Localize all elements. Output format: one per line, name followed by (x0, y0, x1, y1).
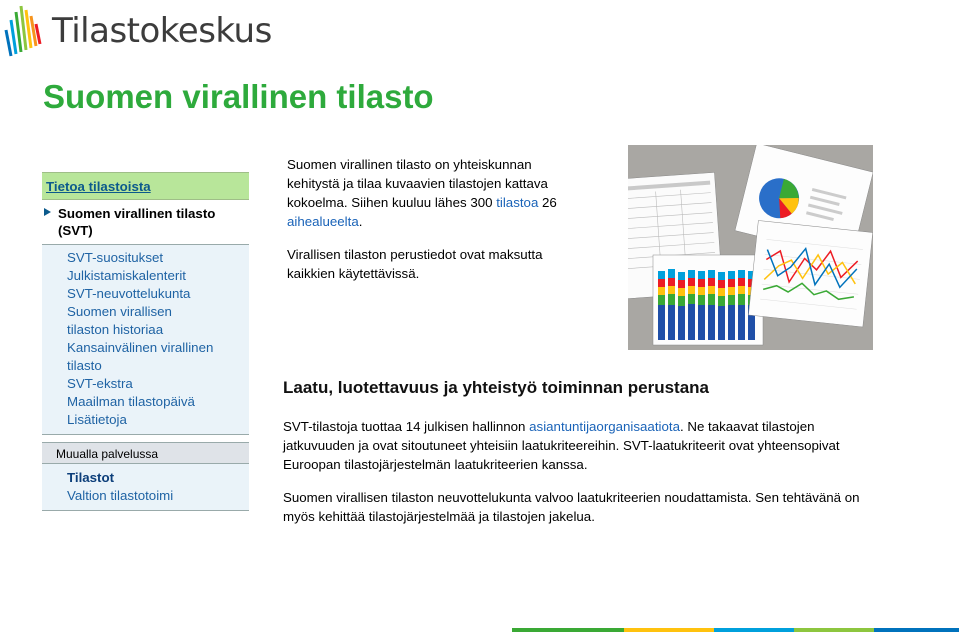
sidebar-item-historia-line2[interactable]: tilaston historiaa (67, 322, 164, 337)
quality-paragraph-1 (283, 417, 883, 474)
stripe-segment (714, 628, 794, 632)
sidebar-item-svt-ekstra[interactable]: SVT-ekstra (67, 376, 133, 391)
sidebar-item-svt-suositukset[interactable]: SVT-suositukset (67, 250, 164, 265)
sidebar-header (42, 172, 249, 200)
stripe-segment (794, 628, 874, 632)
sidebar-item-current[interactable] (42, 200, 249, 245)
brand-name: Tilastokeskus (52, 11, 272, 51)
sidebar-item-current-label: Suomen virallinen tilasto (SVT) (58, 206, 216, 238)
intro-paragraph-1 (287, 155, 567, 231)
sidebar-section2-list (42, 464, 249, 511)
sidebar-item-lisatietoja[interactable]: Lisätietoja (67, 412, 127, 427)
logo-mark-icon (2, 2, 48, 58)
tilastoa-link[interactable]: tilastoa (496, 195, 539, 210)
section-title: Laatu, luotettavuus ja yhteistyö toiminnan perustana (283, 378, 710, 397)
stripe-segment (874, 628, 959, 632)
collage-illustration-icon (628, 145, 873, 350)
sidebar-item-valtion-tilastotoimi[interactable]: Valtion tilastotoimi (67, 488, 174, 503)
asiantuntijaorganisaatiota-link[interactable]: asiantuntijaorganisaatiota (529, 419, 680, 434)
page-title: Suomen virallinen tilasto (43, 78, 434, 115)
sidebar-item-kansainvalinen-line1[interactable]: Kansainvälinen virallinen (67, 340, 214, 355)
quality-section-body (283, 417, 883, 540)
sidebar-header-link[interactable]: Tietoa tilastoista (46, 179, 151, 194)
quality-paragraph-2: Suomen virallisen tilaston neuvottelukunta valvoo laatukriteerien noudattamista. Sen tehtävänä on myös kehittää tilastojärjestelmää ja tilastojen jakelua. (283, 490, 860, 524)
quality-text-part: SVT-tilastoja tuottaa 14 julkisen hallinnon (283, 419, 530, 434)
sidebar-item-kansainvalinen-line2[interactable]: tilasto (67, 358, 102, 373)
stripe-segment (512, 628, 624, 632)
intro-text (287, 155, 567, 297)
sidebar-item-historia-line1[interactable]: Suomen virallisen (67, 304, 172, 319)
sidebar-item-tilastot[interactable]: Tilastot (67, 470, 115, 485)
quality-text-part: . Ne takaavat tilastojen jatkuvuuden ja ovat sitoutuneet yhteisiin laatukriteereihin. SVT-laatukriteerit ovat yhteensopivat Euroopan tilastojärjestelmän laatukriteerien kanssa. (283, 419, 840, 472)
footer-color-stripe (512, 628, 959, 632)
intro-text-part: 26 (538, 195, 557, 210)
arrow-right-icon (44, 208, 51, 216)
sidebar-item-julkistamiskalenterit[interactable]: Julkistamiskalenterit (67, 268, 186, 283)
aihealueelta-link[interactable]: aihealueelta (287, 214, 359, 229)
logo[interactable] (2, 2, 272, 58)
statistics-collage-image (628, 145, 873, 350)
sidebar-item-svt-neuvottelukunta[interactable]: SVT-neuvottelukunta (67, 286, 191, 301)
intro-text-part: Suomen virallinen tilasto on yhteiskunnan kehitystä ja tilaa kuvaavien tilastojen kattava kokoelma. Siihen kuuluu lähes 300 (287, 157, 548, 210)
sidebar-submenu (42, 245, 249, 435)
sidebar-section2-header: Muualla palvelussa (42, 442, 249, 464)
intro-paragraph-2: Virallisen tilaston perustiedot ovat maksutta kaikkien käytettävissä. (287, 247, 543, 281)
intro-text-part: . (358, 214, 363, 229)
stripe-segment (624, 628, 714, 632)
sidebar-item-tilastopaiva[interactable]: Maailman tilastopäivä (67, 394, 195, 409)
sidebar (42, 172, 249, 511)
